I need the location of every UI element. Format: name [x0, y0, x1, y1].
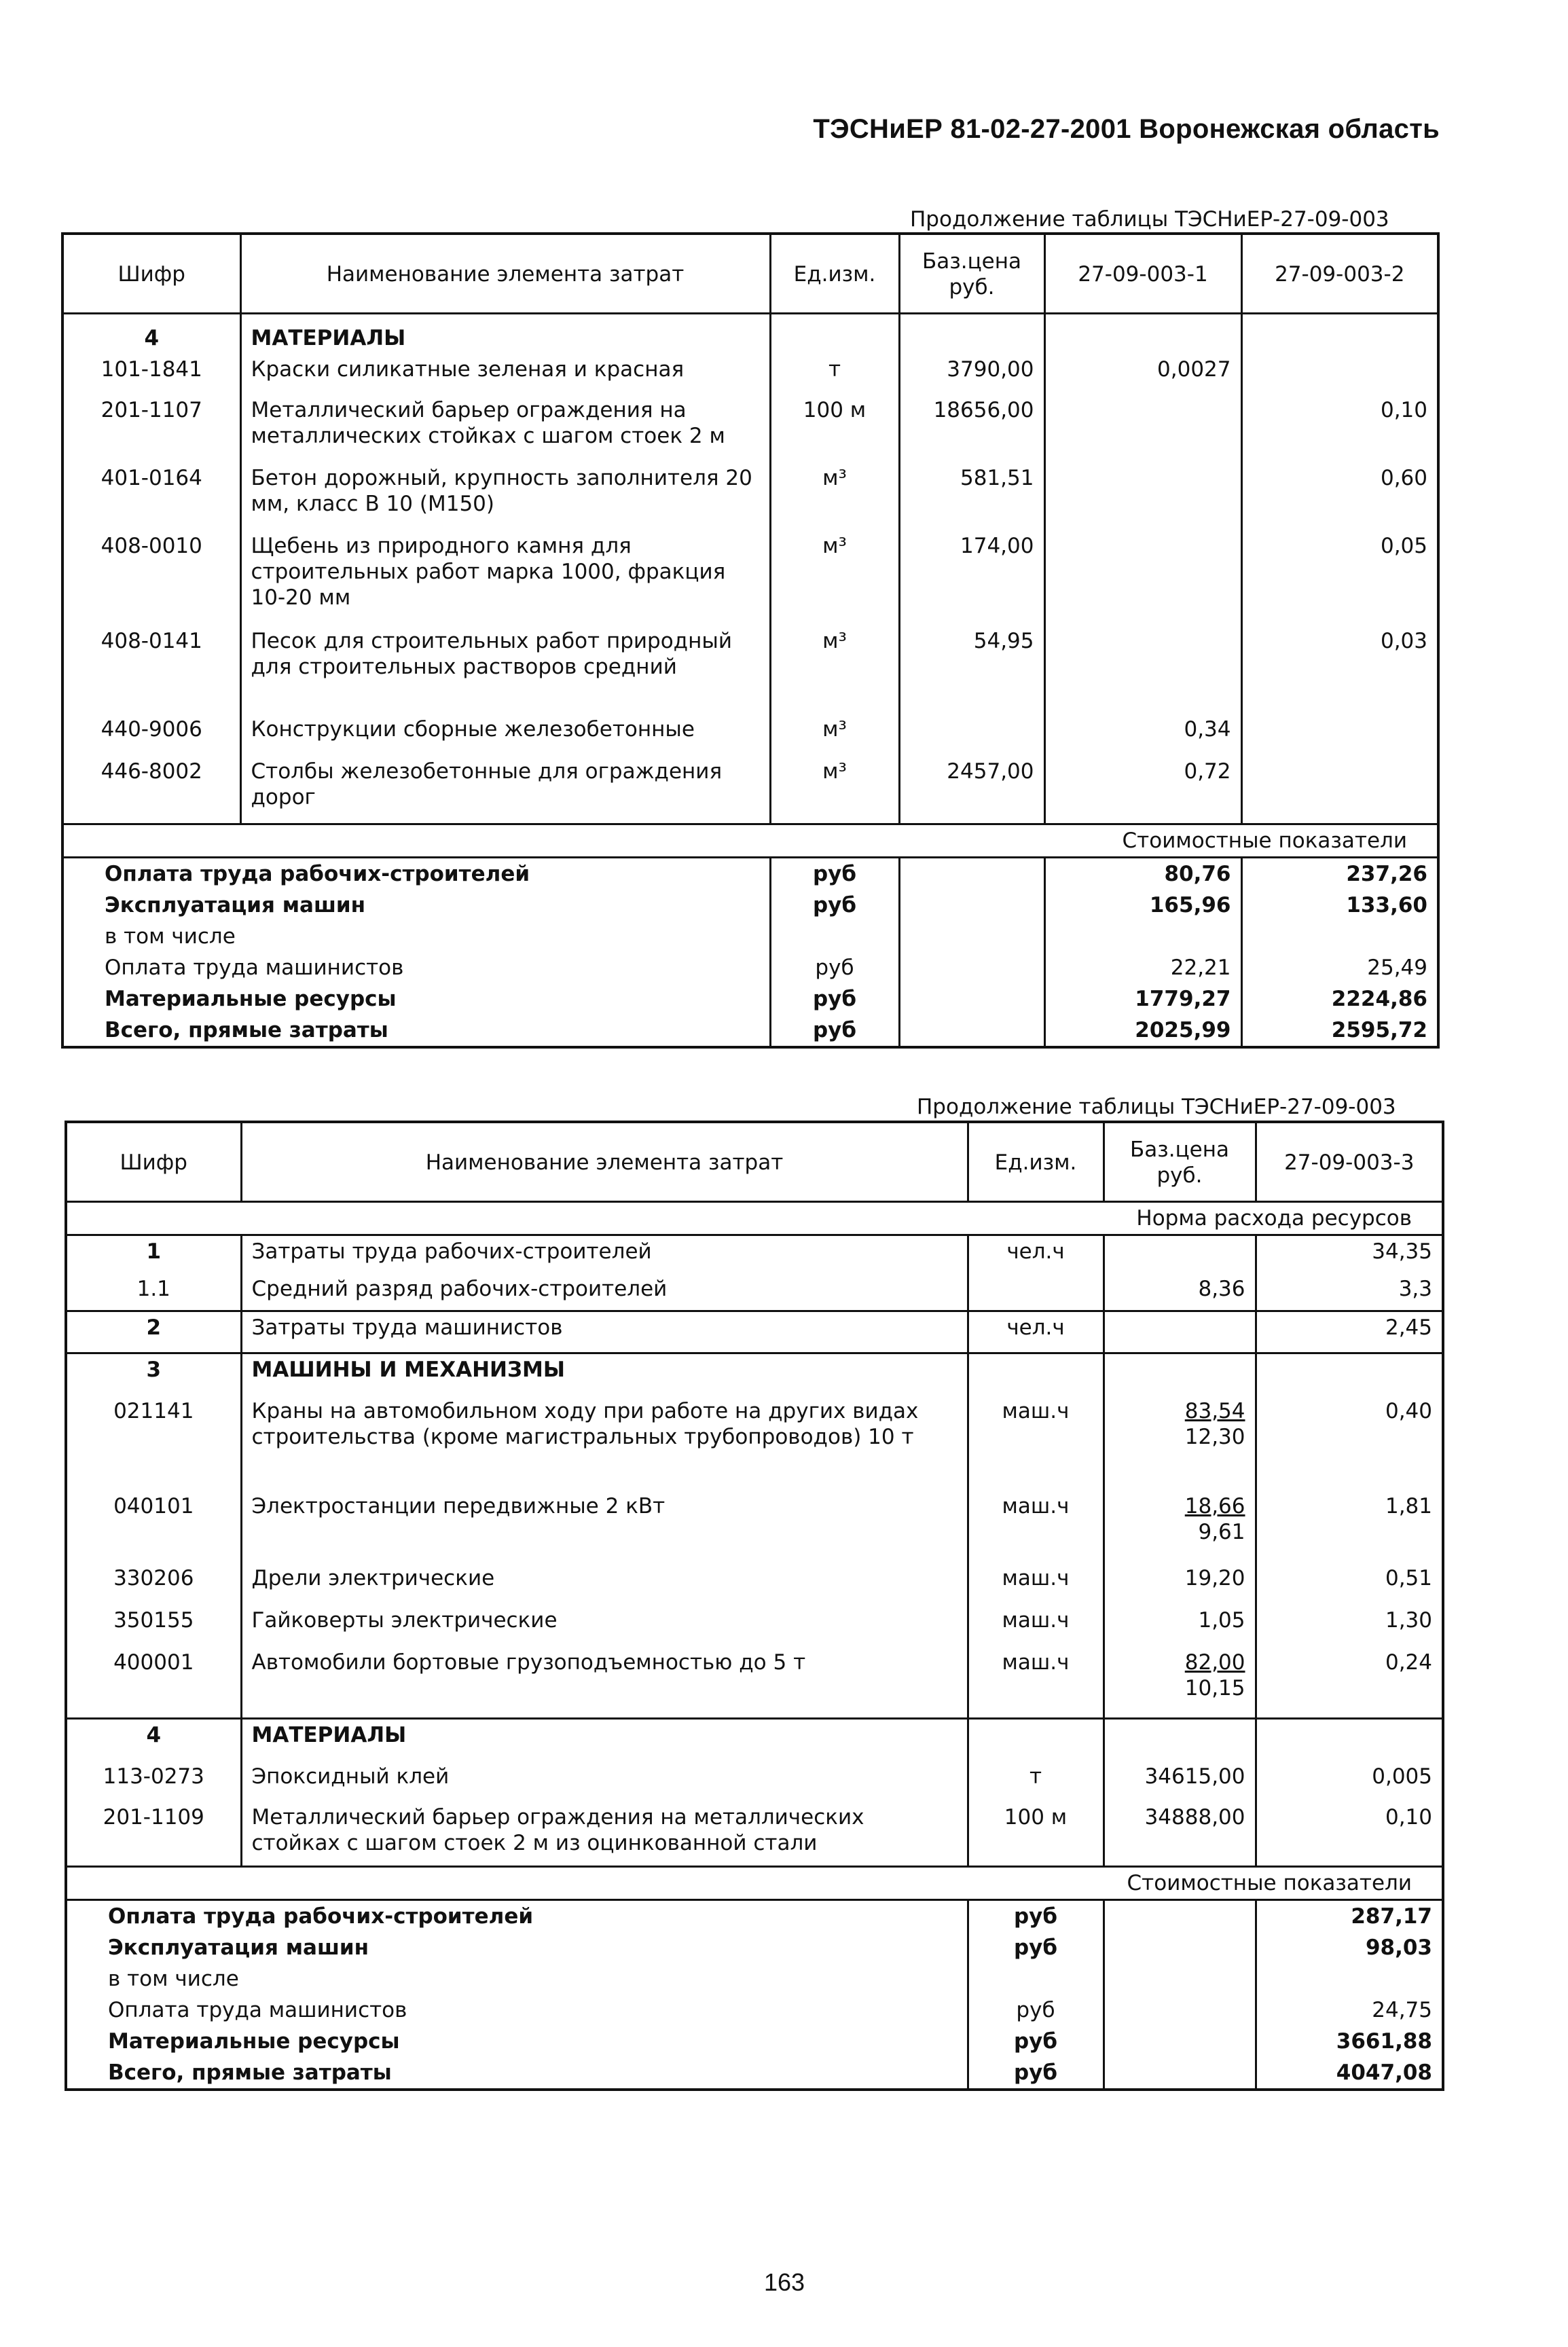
- row-code: 201-1107: [62, 395, 240, 462]
- row-price: 3790,00: [899, 354, 1044, 395]
- row-unit: маш.ч: [968, 1491, 1104, 1563]
- summary-label: Всего, прямые затраты: [62, 1015, 770, 1047]
- row-name: Краски силикатные зеленая и красная: [240, 354, 770, 395]
- table2: [65, 1121, 1444, 2091]
- table-row: [66, 1802, 1443, 1867]
- row-value: 0,51: [1256, 1563, 1443, 1605]
- summary-row: [62, 1015, 1438, 1047]
- row-code: 350155: [66, 1605, 241, 1647]
- summary-value-1: 80,76: [1044, 857, 1241, 890]
- table-row: [66, 1605, 1443, 1647]
- row-name: Столбы железобетонные для ограждения дорог: [240, 756, 770, 824]
- row-name: Щебень из природного камня для строительных работ марка 1000, фракция 10-20 мм: [240, 530, 770, 625]
- row-name: Краны на автомобильном ходу при работе на других видах строительства (кроме магистральных трубопроводов) 10 т: [241, 1396, 968, 1491]
- col-header-price: Баз.цена руб.: [1104, 1122, 1256, 1202]
- row-value: 1,30: [1256, 1605, 1443, 1647]
- table-row: [66, 1273, 1443, 1311]
- summary-label: Оплата труда рабочих-строителей: [66, 1900, 968, 1933]
- col-header-name: Наименование элемента затрат: [240, 234, 770, 314]
- norm-label: Норма расхода ресурсов: [66, 1202, 1443, 1235]
- table-row: [66, 1563, 1443, 1605]
- row-value-2: [1241, 354, 1438, 395]
- row-value: 2,45: [1256, 1311, 1443, 1353]
- table-row: [62, 530, 1438, 625]
- row-value-2: 0,10: [1241, 395, 1438, 462]
- row-price: 18,66 9,61: [1104, 1491, 1256, 1563]
- row-price: 54,95: [899, 625, 1044, 714]
- summary-unit: руб: [770, 857, 899, 890]
- cost-indicators-label: Стоимостные показатели: [66, 1867, 1443, 1900]
- row-name: Конструкции сборные железобетонные: [240, 714, 770, 756]
- col-header-unit: Ед.изм.: [770, 234, 899, 314]
- row-code: 408-0141: [62, 625, 240, 714]
- row-code: 446-8002: [62, 756, 240, 824]
- row-unit: чел.ч: [968, 1235, 1104, 1273]
- row-code: 408-0010: [62, 530, 240, 625]
- row-price: 82,00 10,15: [1104, 1647, 1256, 1719]
- row-price: 1,05: [1104, 1605, 1256, 1647]
- row-value-1: 0,0027: [1044, 354, 1241, 395]
- row-unit: м³: [770, 530, 899, 625]
- summary-row: [66, 1900, 1443, 1933]
- summary-value-2: 237,26: [1241, 857, 1438, 890]
- row-value: 0,40: [1256, 1396, 1443, 1491]
- summary-label: Эксплуатация машин: [66, 1932, 968, 1963]
- row-unit: маш.ч: [968, 1605, 1104, 1647]
- row-unit: м³: [770, 625, 899, 714]
- row-code: 1.1: [66, 1273, 241, 1311]
- row-unit: м³: [770, 714, 899, 756]
- col-header-code: Шифр: [66, 1122, 241, 1202]
- summary-value: 3661,88: [1256, 2026, 1443, 2057]
- row-unit: 100 м: [770, 395, 899, 462]
- row-unit: маш.ч: [968, 1563, 1104, 1605]
- row-code: 2: [66, 1311, 241, 1353]
- page-number: 163: [763, 2268, 805, 2296]
- row-value-1: [1044, 395, 1241, 462]
- row-value-2: 0,03: [1241, 625, 1438, 714]
- table-row: [66, 1311, 1443, 1353]
- table-row: [66, 1491, 1443, 1563]
- section-code: 3: [66, 1353, 241, 1396]
- table1: [61, 232, 1440, 1049]
- summary-value: 24,75: [1256, 1995, 1443, 2026]
- summary-value: 287,17: [1256, 1900, 1443, 1933]
- row-code: 040101: [66, 1491, 241, 1563]
- table2-header-row: [66, 1122, 1443, 1202]
- row-name: Металлический барьер ограждения на металлических стойках с шагом стоек 2 м из оцинкованной стали: [241, 1802, 968, 1867]
- summary-label: Оплата труда машинистов: [66, 1995, 968, 2026]
- row-name: Бетон дорожный, крупность заполнителя 20 мм, класс В 10 (М150): [240, 462, 770, 530]
- col-header-unit: Ед.изм.: [968, 1122, 1104, 1202]
- row-unit: т: [968, 1761, 1104, 1802]
- row-value-2: [1241, 714, 1438, 756]
- row-name: Песок для строительных работ природный для строительных растворов средний: [240, 625, 770, 714]
- row-unit: чел.ч: [968, 1311, 1104, 1353]
- row-code: 113-0273: [66, 1761, 241, 1802]
- summary-label: в том числе: [62, 921, 770, 952]
- summary-row: [62, 983, 1438, 1015]
- summary-label: Всего, прямые затраты: [66, 2057, 968, 2090]
- section-title: МАТЕРИАЛЫ: [240, 314, 770, 354]
- summary-unit: руб: [770, 890, 899, 921]
- row-name: Электростанции передвижные 2 кВт: [241, 1491, 968, 1563]
- row-price: 34888,00: [1104, 1802, 1256, 1867]
- col-header-code: Шифр: [62, 234, 240, 314]
- summary-row: [66, 1995, 1443, 2026]
- norm-label-row: [66, 1202, 1443, 1235]
- section-code: 4: [62, 314, 240, 354]
- row-code: 440-9006: [62, 714, 240, 756]
- table-row: [62, 714, 1438, 756]
- row-price: 174,00: [899, 530, 1044, 625]
- row-price: [1104, 1311, 1256, 1353]
- row-unit: м³: [770, 462, 899, 530]
- summary-label: Материальные ресурсы: [62, 983, 770, 1015]
- summary-unit: [770, 921, 899, 952]
- summary-value-2: 133,60: [1241, 890, 1438, 921]
- summary-unit: руб: [968, 1932, 1104, 1963]
- summary-label: Оплата труда рабочих-строителей: [62, 857, 770, 890]
- col-header-name: Наименование элемента затрат: [241, 1122, 968, 1202]
- summary-value-2: 25,49: [1241, 952, 1438, 983]
- summary-label: в том числе: [66, 1963, 968, 1995]
- row-value-1: [1044, 462, 1241, 530]
- summary-unit: [968, 1963, 1104, 1995]
- summary-unit: руб: [968, 2057, 1104, 2090]
- row-unit: [968, 1273, 1104, 1311]
- row-name: Дрели электрические: [241, 1563, 968, 1605]
- row-price: 18656,00: [899, 395, 1044, 462]
- col-header-price: Баз.цена руб.: [899, 234, 1044, 314]
- row-unit: маш.ч: [968, 1396, 1104, 1491]
- table1-header-row: [62, 234, 1438, 314]
- table-row: [66, 1396, 1443, 1491]
- row-unit: м³: [770, 756, 899, 824]
- row-unit: маш.ч: [968, 1647, 1104, 1719]
- summary-row: [62, 890, 1438, 921]
- row-value: 0,24: [1256, 1647, 1443, 1719]
- summary-row: [66, 2026, 1443, 2057]
- summary-value-2: 2224,86: [1241, 983, 1438, 1015]
- cost-indicators-row: [62, 824, 1438, 857]
- summary-unit: руб: [770, 983, 899, 1015]
- table-row: [62, 354, 1438, 395]
- cost-indicators-label: Стоимостные показатели: [62, 824, 1438, 857]
- row-price: 34615,00: [1104, 1761, 1256, 1802]
- summary-label: Оплата труда машинистов: [62, 952, 770, 983]
- row-value-2: [1241, 756, 1438, 824]
- row-value-1: [1044, 625, 1241, 714]
- summary-value-1: 1779,27: [1044, 983, 1241, 1015]
- row-name: Затраты труда машинистов: [241, 1311, 968, 1353]
- summary-value: 4047,08: [1256, 2057, 1443, 2090]
- summary-value: [1256, 1963, 1443, 1995]
- row-value-1: 0,34: [1044, 714, 1241, 756]
- row-price: 19,20: [1104, 1563, 1256, 1605]
- row-name: Металлический барьер ограждения на металлических стойках с шагом стоек 2 м: [240, 395, 770, 462]
- summary-label: Материальные ресурсы: [66, 2026, 968, 2057]
- row-name: Эпоксидный клей: [241, 1761, 968, 1802]
- summary-unit: руб: [770, 952, 899, 983]
- row-price: 8,36: [1104, 1273, 1256, 1311]
- col-header-norm-1: 27-09-003-1: [1044, 234, 1241, 314]
- row-code: 401-0164: [62, 462, 240, 530]
- table-row: [66, 1761, 1443, 1802]
- summary-unit: руб: [770, 1015, 899, 1047]
- row-value: 0,005: [1256, 1761, 1443, 1802]
- table-row: [66, 1235, 1443, 1273]
- row-price: 581,51: [899, 462, 1044, 530]
- row-price: [899, 714, 1044, 756]
- col-header-norm-2: 27-09-003-2: [1241, 234, 1438, 314]
- row-value: 3,3: [1256, 1273, 1443, 1311]
- summary-value-2: [1241, 921, 1438, 952]
- summary-row: [62, 921, 1438, 952]
- section-row-materials: [62, 314, 1438, 354]
- row-name: Автомобили бортовые грузоподъемностью до 5 т: [241, 1647, 968, 1719]
- summary-row: [66, 2057, 1443, 2090]
- row-price: 2457,00: [899, 756, 1044, 824]
- row-name: Средний разряд рабочих-строителей: [241, 1273, 968, 1311]
- summary-unit: руб: [968, 1995, 1104, 2026]
- cost-indicators-row: [66, 1867, 1443, 1900]
- row-code: 400001: [66, 1647, 241, 1719]
- section-title: МАТЕРИАЛЫ: [241, 1719, 968, 1761]
- summary-unit: руб: [968, 1900, 1104, 1933]
- row-name: Затраты труда рабочих-строителей: [241, 1235, 968, 1273]
- col-header-norm-3: 27-09-003-3: [1256, 1122, 1443, 1202]
- summary-row: [62, 952, 1438, 983]
- table2-caption: Продолжение таблицы ТЭСНиЕР-27-09-003: [917, 1095, 1396, 1119]
- row-unit: 100 м: [968, 1802, 1104, 1867]
- summary-value-1: 165,96: [1044, 890, 1241, 921]
- summary-value-1: 22,21: [1044, 952, 1241, 983]
- row-value-1: [1044, 530, 1241, 625]
- table-row: [62, 462, 1438, 530]
- row-price: 83,54 12,30: [1104, 1396, 1256, 1491]
- summary-label: Эксплуатация машин: [62, 890, 770, 921]
- row-price: [1104, 1235, 1256, 1273]
- summary-row: [62, 857, 1438, 890]
- row-code: 1: [66, 1235, 241, 1273]
- row-code: 201-1109: [66, 1802, 241, 1867]
- summary-value: 98,03: [1256, 1932, 1443, 1963]
- summary-row: [66, 1932, 1443, 1963]
- section-code: 4: [66, 1719, 241, 1761]
- row-code: 021141: [66, 1396, 241, 1491]
- row-value-2: 0,60: [1241, 462, 1438, 530]
- row-value-2: 0,05: [1241, 530, 1438, 625]
- section-row-machines: [66, 1353, 1443, 1396]
- document-header: ТЭСНиЕР 81-02-27-2001 Воронежская область: [813, 114, 1440, 144]
- row-unit: т: [770, 354, 899, 395]
- row-code: 330206: [66, 1563, 241, 1605]
- summary-unit: руб: [968, 2026, 1104, 2057]
- table-row: [66, 1647, 1443, 1719]
- table-row: [62, 395, 1438, 462]
- summary-value-1: 2025,99: [1044, 1015, 1241, 1047]
- row-value: 34,35: [1256, 1235, 1443, 1273]
- table-row: [62, 756, 1438, 824]
- row-value: 1,81: [1256, 1491, 1443, 1563]
- table1-caption: Продолжение таблицы ТЭСНиЕР-27-09-003: [910, 207, 1389, 232]
- section-row-materials: [66, 1719, 1443, 1761]
- section-title: МАШИНЫ И МЕХАНИЗМЫ: [241, 1353, 968, 1396]
- summary-value-2: 2595,72: [1241, 1015, 1438, 1047]
- row-value-1: 0,72: [1044, 756, 1241, 824]
- row-code: 101-1841: [62, 354, 240, 395]
- summary-row: [66, 1963, 1443, 1995]
- summary-value-1: [1044, 921, 1241, 952]
- row-name: Гайковерты электрические: [241, 1605, 968, 1647]
- table-row: [62, 625, 1438, 714]
- row-value: 0,10: [1256, 1802, 1443, 1867]
